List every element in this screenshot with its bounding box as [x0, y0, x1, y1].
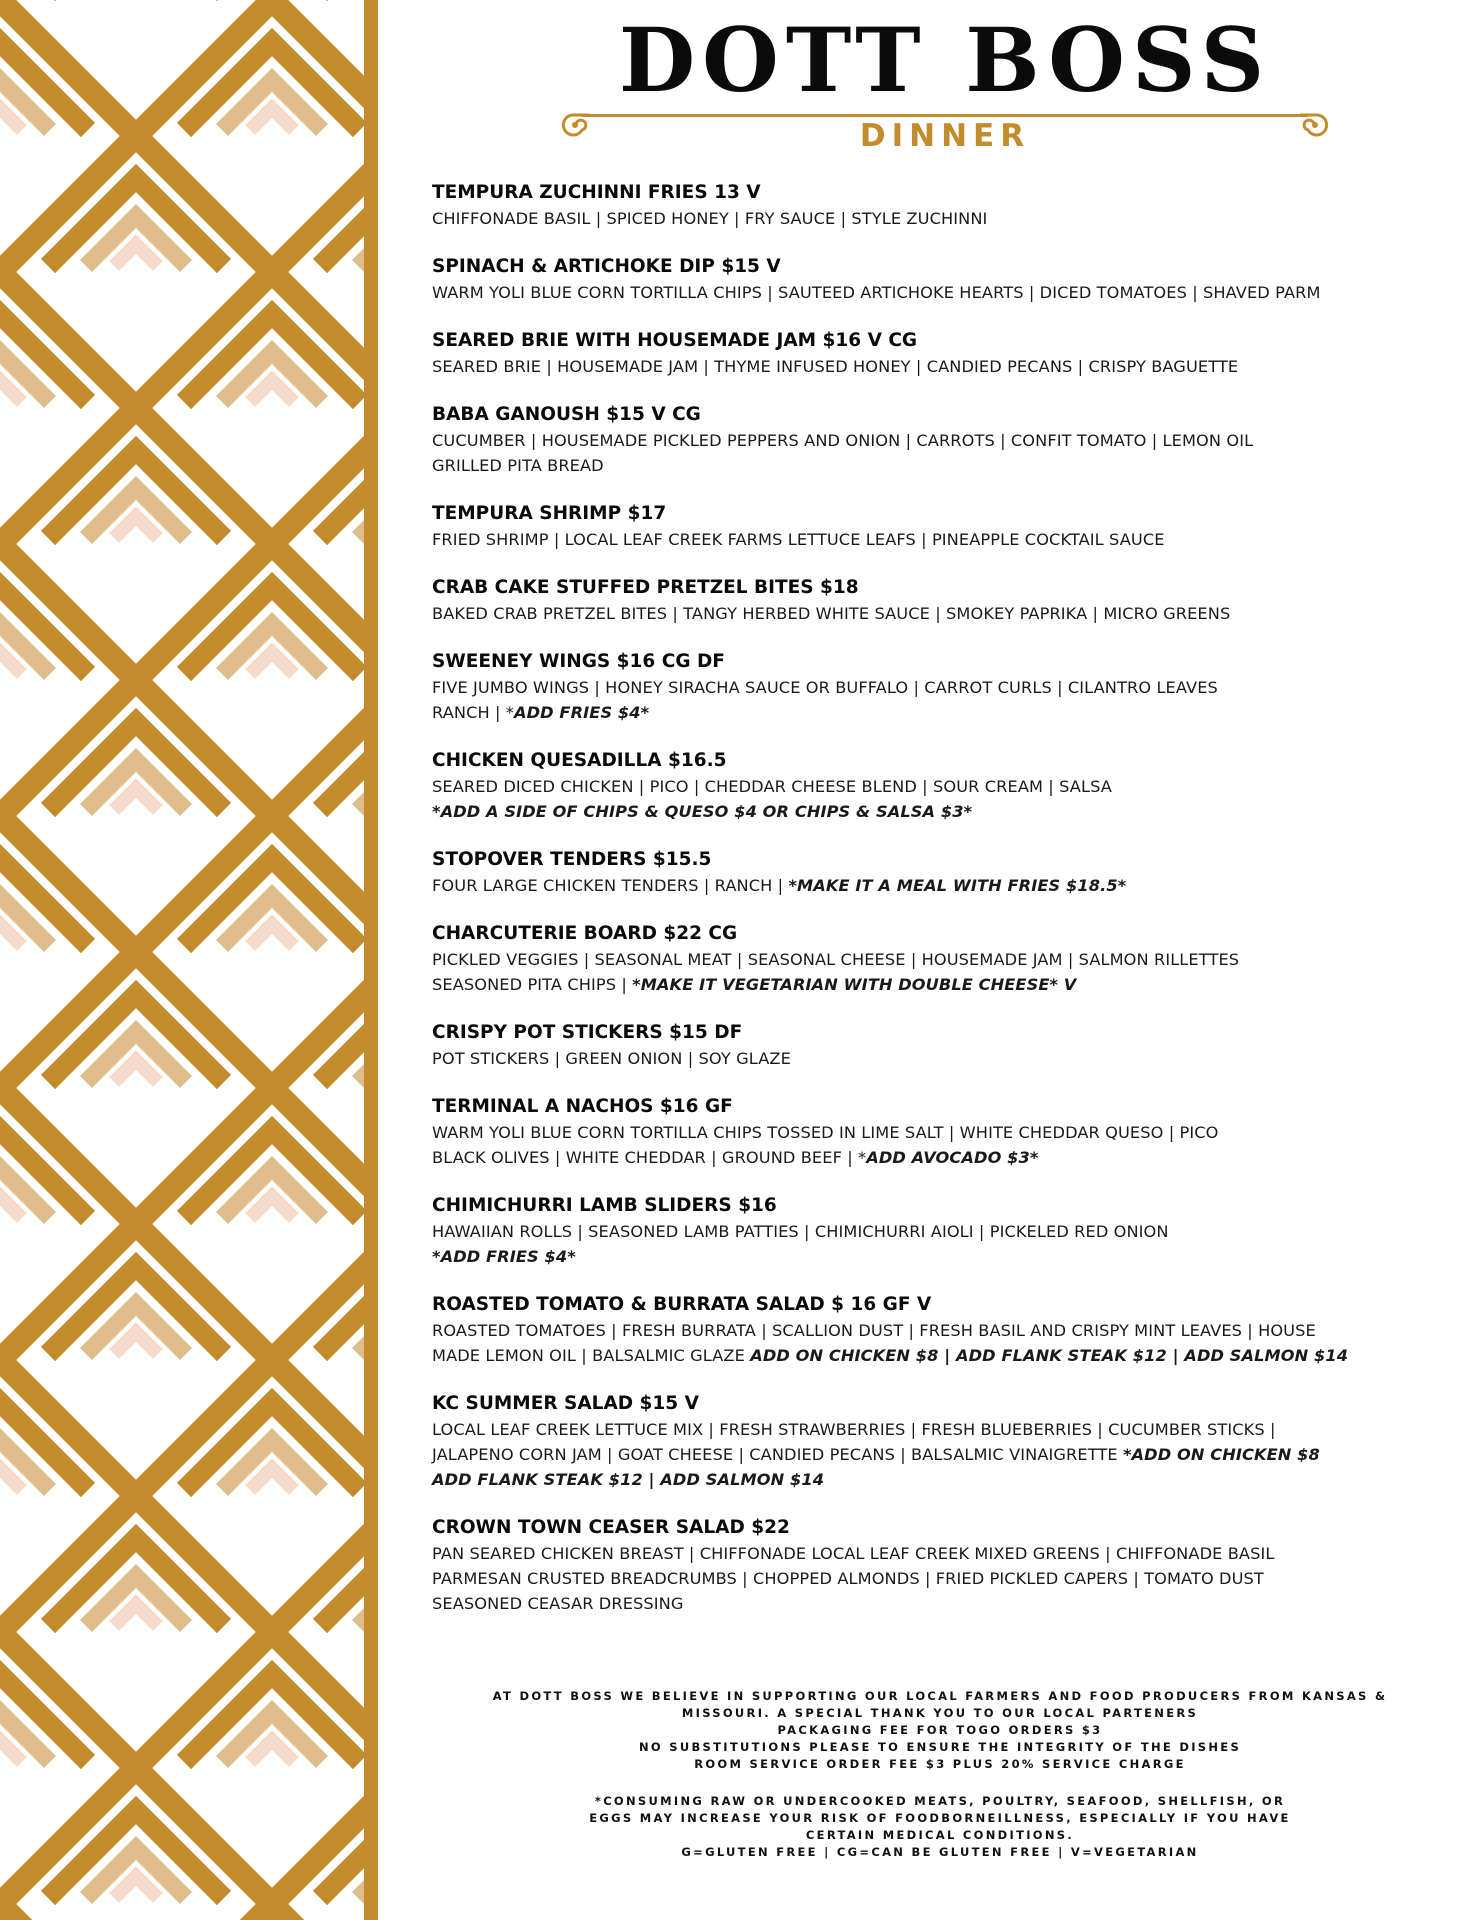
chevron-stripe — [0, 380, 22, 402]
menu-item-addon: ADD FRIES $4* — [514, 703, 650, 722]
menu-item — [432, 575, 1442, 626]
chevron-stripe — [250, 1468, 294, 1490]
menu-item-title: STOPOVER TENDERS $15.5 — [432, 849, 712, 870]
footer-line: ROOM SERVICE ORDER FEE $3 PLUS 20% SERVICE CHARGE — [694, 1757, 1186, 1771]
menu-item-ingredients: BAKED CRAB PRETZEL BITES | TANGY HERBED WHITE SAUCE | SMOKEY PAPRIKA | MICRO GREENS — [432, 604, 1231, 623]
menu-item-title: CROWN TOWN CEASER SALAD $22 — [432, 1517, 790, 1538]
menu-item-description — [432, 1120, 1442, 1145]
menu-item — [432, 1020, 1442, 1071]
chevron-stripe — [250, 108, 294, 130]
menu-item-ingredients: WARM YOLI BLUE CORN TORTILLA CHIPS | SAUTEED ARTICHOKE HEARTS | DICED TOMATOES | SHAVED PARM — [432, 283, 1321, 302]
menu-item — [432, 180, 1442, 231]
menu-item-addon: *ADD FRIES $4* — [432, 1247, 576, 1266]
chevron-stripe — [0, 1196, 22, 1218]
menu-item-description — [432, 1417, 1442, 1442]
footer-disclaimer — [470, 1793, 1410, 1861]
menu-section-title: DINNER — [859, 118, 1031, 154]
menu-footer — [470, 1688, 1410, 1861]
menu-item-addon: *ADD ON CHICKEN $8 — [1122, 1445, 1320, 1464]
menu-item — [432, 402, 1442, 478]
menu-item-title: CRISPY POT STICKERS $15 DF — [432, 1022, 743, 1043]
chevron-stripe — [250, 924, 294, 946]
chevron-stripe — [250, 1740, 294, 1762]
menu-item-ingredients: RANCH | * — [432, 703, 514, 722]
menu-item-description — [432, 1219, 1442, 1244]
menu-item-ingredients: CHIFFONADE BASIL | SPICED HONEY | FRY SAUCE | STYLE ZUCHINNI — [432, 209, 988, 228]
gold-divider-bar — [364, 0, 378, 1920]
menu-item-ingredients: FRIED SHRIMP | LOCAL LEAF CREEK FARMS LETTUCE LEAFS | PINEAPPLE COCKTAIL SAUCE — [432, 530, 1165, 549]
chevron-stripe — [0, 1468, 22, 1490]
menu-item-description — [432, 700, 1442, 725]
footer-line: MISSOURI. A SPECIAL THANK YOU TO OUR LOCAL PARTENERS — [681, 1706, 1199, 1720]
menu-item-ingredients: PAN SEARED CHICKEN BREAST | CHIFFONADE LOCAL LEAF CREEK MIXED GREENS | CHIFFONADE BASIL — [432, 1544, 1275, 1563]
menu-item-ingredients: GRILLED PITA BREAD — [432, 456, 604, 475]
menu-item-description — [432, 1046, 1442, 1071]
menu-item-ingredients: CUCUMBER | HOUSEMADE PICKLED PEPPERS AND ONION | CARROTS | CONFIT TOMATO | LEMON OIL — [432, 431, 1254, 450]
menu-item-description — [432, 1145, 1442, 1170]
menu-item-ingredients: ROASTED TOMATOES | FRESH BURRATA | SCALLION DUST | FRESH BASIL AND CRISPY MINT LEAVES | HOUSE — [432, 1321, 1316, 1340]
footer-line: CERTAIN MEDICAL CONDITIONS. — [805, 1828, 1075, 1842]
chevron-stripe — [0, 1740, 22, 1762]
footer-notes — [470, 1688, 1410, 1773]
menu-item-ingredients: PARMESAN CRUSTED BREADCRUMBS | CHOPPED ALMONDS | FRIED PICKLED CAPERS | TOMATO DUST — [432, 1569, 1264, 1588]
menu-item-ingredients: FOUR LARGE CHICKEN TENDERS | RANCH | — [432, 876, 789, 895]
chevron-stripe — [0, 1904, 130, 1920]
menu-item-ingredients: BLACK OLIVES | WHITE CHEDDAR | GROUND BEEF | * — [432, 1148, 867, 1167]
menu-item-description — [432, 354, 1442, 379]
menu-item-title: KC SUMMER SALAD $15 V — [432, 1393, 699, 1414]
menu-item — [432, 921, 1442, 997]
chevron-stripe — [114, 1332, 158, 1354]
menu-item-description — [432, 1442, 1442, 1467]
menu-item-description — [432, 280, 1442, 305]
menu-item-addon: *ADD A SIDE OF CHIPS & QUESO $4 OR CHIPS & SALSA $3* — [432, 802, 973, 821]
menu-item-title: TEMPURA SHRIMP $17 — [432, 503, 667, 524]
chevron-pattern-panel — [0, 0, 364, 1920]
menu-item-description — [432, 873, 1442, 898]
menu-item-description — [432, 1244, 1442, 1269]
chevron-stripe — [114, 244, 158, 266]
menu-item-description — [432, 799, 1442, 824]
chevron-stripe — [0, 924, 22, 946]
menu-items — [432, 180, 1442, 1639]
menu-item-description — [432, 1343, 1442, 1368]
menu-item-description — [432, 1566, 1442, 1591]
menu-header — [560, 10, 1330, 154]
menu-item-description — [432, 774, 1442, 799]
chevron-stripe — [250, 380, 294, 402]
menu-item-ingredients: SEASONED PITA CHIPS | — [432, 975, 633, 994]
menu-item — [432, 1391, 1442, 1492]
menu-item — [432, 1292, 1442, 1368]
menu-item-description — [432, 972, 1442, 997]
menu-item-ingredients: POT STICKERS | GREEN ONION | SOY GLAZE — [432, 1049, 791, 1068]
menu-item — [432, 328, 1442, 379]
menu-item-ingredients: MADE LEMON OIL | BALSALMIC GLAZE — [432, 1346, 751, 1365]
menu-item-title: BABA GANOUSH $15 V CG — [432, 404, 701, 425]
menu-item — [432, 1094, 1442, 1170]
menu-item-description — [432, 1591, 1442, 1616]
menu-item-title: SPINACH & ARTICHOKE DIP $15 V — [432, 256, 781, 277]
footer-line: EGGS MAY INCREASE YOUR RISK OF FOODBORNEILLNESS, ESPECIALLY IF YOU HAVE — [589, 1811, 1291, 1825]
menu-item-ingredients: SEASONED CEASAR DRESSING — [432, 1594, 684, 1613]
menu-item-title: TEMPURA ZUCHINNI FRIES 13 V — [432, 182, 761, 203]
menu-item-title: CHICKEN QUESADILLA $16.5 — [432, 750, 727, 771]
menu-item-description — [432, 527, 1442, 552]
footer-line: G=GLUTEN FREE | CG=CAN BE GLUTEN FREE | V=VEGETARIAN — [681, 1845, 1199, 1859]
chevron-stripe — [142, 1904, 364, 1920]
footer-line: NO SUBSTITUTIONS PLEASE TO ENSURE THE INTEGRITY OF THE DISHES — [638, 1740, 1242, 1754]
chevron-pattern — [0, 0, 364, 1920]
chevron-stripe — [114, 1876, 158, 1898]
menu-item — [432, 501, 1442, 552]
menu-item-title: SEARED BRIE WITH HOUSEMADE JAM $16 V CG — [432, 330, 918, 351]
chevron-stripe — [114, 1604, 158, 1626]
footer-line: PACKAGING FEE FOR TOGO ORDERS $3 — [777, 1723, 1103, 1737]
chevron-stripe — [250, 1196, 294, 1218]
menu-item-title: CRAB CAKE STUFFED PRETZEL BITES $18 — [432, 577, 859, 598]
menu-item — [432, 254, 1442, 305]
menu-item — [432, 847, 1442, 898]
menu-item — [432, 1193, 1442, 1269]
menu-item-description — [432, 675, 1442, 700]
restaurant-name: DOTT BOSS — [618, 8, 1272, 112]
menu-item-description — [432, 428, 1442, 453]
menu-item-description — [432, 1318, 1442, 1343]
chevron-stripe — [114, 788, 158, 810]
menu-item-ingredients: WARM YOLI BLUE CORN TORTILLA CHIPS TOSSED IN LIME SALT | WHITE CHEDDAR QUESO | PICO — [432, 1123, 1219, 1142]
menu-item — [432, 649, 1442, 725]
menu-item-title: ROASTED TOMATO & BURRATA SALAD $ 16 GF V — [432, 1294, 932, 1315]
chevron-stripe — [114, 1060, 158, 1082]
menu-item-title: CHARCUTERIE BOARD $22 CG — [432, 923, 738, 944]
menu-item-ingredients: PICKLED VEGGIES | SEASONAL MEAT | SEASONAL CHEESE | HOUSEMADE JAM | SALMON RILLETTES — [432, 950, 1240, 969]
menu-item-description — [432, 947, 1442, 972]
menu-item-ingredients: SEARED DICED CHICKEN | PICO | CHEDDAR CHEESE BLEND | SOUR CREAM | SALSA — [432, 777, 1112, 796]
menu-item-ingredients: LOCAL LEAF CREEK LETTUCE MIX | FRESH STRAWBERRIES | FRESH BLUEBERRIES | CUCUMBER STICKS | — [432, 1420, 1276, 1439]
menu-item-ingredients: SEARED BRIE | HOUSEMADE JAM | THYME INFUSED HONEY | CANDIED PECANS | CRISPY BAGUETTE — [432, 357, 1239, 376]
menu-item-description — [432, 206, 1442, 231]
menu-item-description — [432, 1541, 1442, 1566]
menu-item-title: SWEENEY WINGS $16 CG DF — [432, 651, 725, 672]
ornament-line — [582, 114, 1308, 117]
chevron-stripe — [0, 652, 22, 674]
menu-item-description — [432, 1467, 1442, 1492]
menu-item-addon: *MAKE IT VEGETARIAN WITH DOUBLE CHEESE* V — [632, 975, 1077, 994]
chevron-stripe — [250, 652, 294, 674]
menu-item — [432, 748, 1442, 824]
menu-item-title: CHIMICHURRI LAMB SLIDERS $16 — [432, 1195, 777, 1216]
menu-item-addon: *MAKE IT A MEAL WITH FRIES $18.5* — [788, 876, 1127, 895]
menu-item-description — [432, 601, 1442, 626]
subtitle-ornament — [560, 110, 1330, 154]
menu-item-ingredients: JALAPENO CORN JAM | GOAT CHEESE | CANDIED PECANS | BALSALMIC VINAIGRETTE — [432, 1445, 1123, 1464]
chevron-stripe — [114, 516, 158, 538]
menu-item-ingredients: FIVE JUMBO WINGS | HONEY SIRACHA SAUCE OR BUFFALO | CARROT CURLS | CILANTRO LEAVES — [432, 678, 1218, 697]
menu-item-ingredients: HAWAIIAN ROLLS | SEASONED LAMB PATTIES | CHIMICHURRI AIOLI | PICKELED RED ONION — [432, 1222, 1169, 1241]
menu-item — [432, 1515, 1442, 1616]
footer-line: *CONSUMING RAW OR UNDERCOOKED MEATS, POULTRY, SEAFOOD, SHELLFISH, OR — [594, 1794, 1286, 1808]
footer-line: AT DOTT BOSS WE BELIEVE IN SUPPORTING OUR LOCAL FARMERS AND FOOD PRODUCERS FROM KANSAS & — [492, 1689, 1388, 1703]
menu-item-addon: ADD FLANK STEAK $12 | ADD SALMON $14 — [432, 1470, 825, 1489]
chevron-stripe — [0, 108, 22, 130]
menu-item-addon: ADD AVOCADO $3* — [866, 1148, 1039, 1167]
menu-item-description — [432, 453, 1442, 478]
menu-item-title: TERMINAL A NACHOS $16 GF — [432, 1096, 733, 1117]
menu-item-addon: ADD ON CHICKEN $8 | ADD FLANK STEAK $12 | ADD SALMON $14 — [750, 1346, 1349, 1365]
